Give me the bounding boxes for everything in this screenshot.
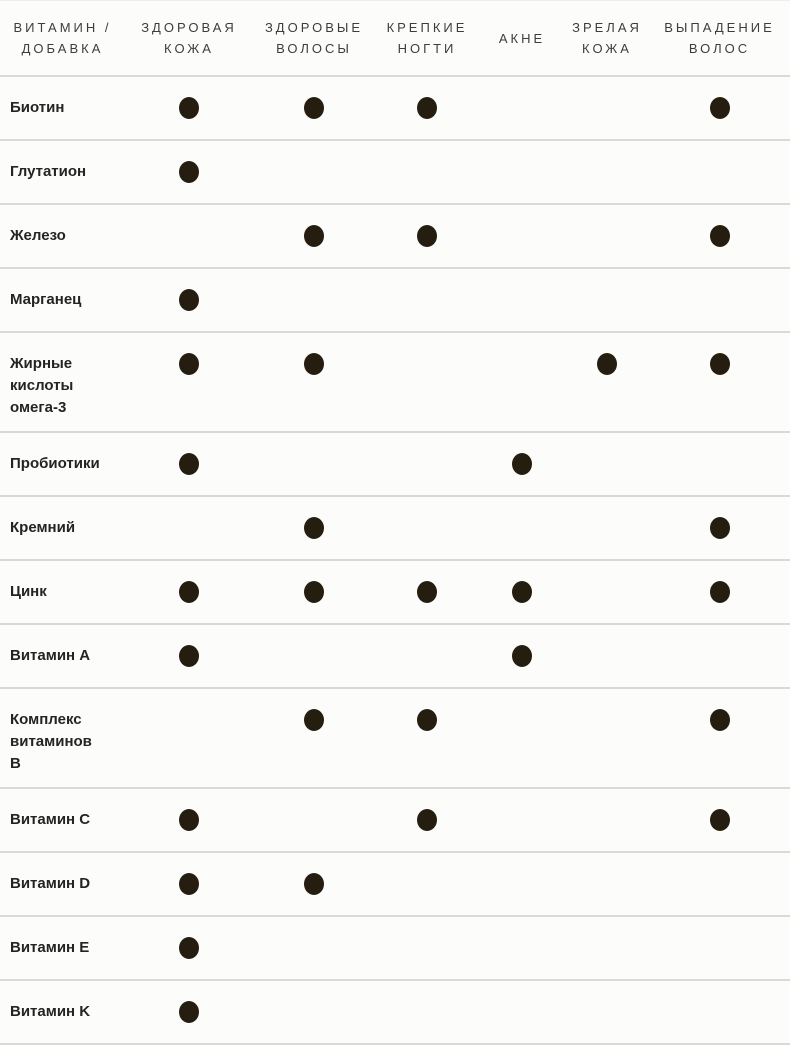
mark-cell-healthy-hair [253, 561, 375, 615]
mark-cell-acne [479, 269, 565, 301]
mark-cell-strong-nails [375, 917, 479, 949]
mark-cell-healthy-skin [125, 269, 253, 323]
mark-cell-strong-nails [375, 433, 479, 465]
mark-cell-acne [479, 561, 565, 615]
mark-cell-healthy-skin [125, 497, 253, 529]
table-row [0, 689, 790, 789]
mark-cell-healthy-hair [253, 689, 375, 743]
mark-cell-healthy-skin [125, 981, 253, 1035]
benefit-dot [710, 225, 730, 247]
benefit-dot [179, 161, 199, 183]
table-row [0, 625, 790, 689]
mark-cell-healthy-hair [253, 269, 375, 301]
benefit-dot [304, 873, 324, 895]
benefit-dot [417, 97, 437, 119]
table-row [0, 853, 790, 917]
mark-cell-strong-nails [375, 689, 479, 743]
row-label: Железо [10, 227, 66, 244]
table-row [0, 789, 790, 853]
mark-cell-hair-loss [649, 333, 790, 387]
mark-cell-strong-nails [375, 561, 479, 615]
mark-cell-healthy-hair [253, 141, 375, 173]
mark-cell-acne [479, 789, 565, 821]
mark-cell-acne [479, 333, 565, 365]
benefit-dot [179, 809, 199, 831]
mark-cell-mature-skin [565, 333, 649, 387]
benefit-dot [179, 453, 199, 475]
mark-cell-healthy-hair [253, 77, 375, 131]
mark-cell-mature-skin [565, 497, 649, 529]
benefit-dot [179, 289, 199, 311]
header-cell-strong-nails: КРЕПКИЕ НОГТИ [386, 20, 468, 56]
header-cell-acne: АКНЕ [498, 30, 546, 46]
benefit-dot [417, 709, 437, 731]
mark-cell-mature-skin [565, 689, 649, 721]
mark-cell-healthy-hair [253, 981, 375, 1013]
mark-cell-acne [479, 981, 565, 1013]
benefit-dot [710, 809, 730, 831]
benefit-dot [597, 353, 617, 375]
mark-cell-healthy-skin [125, 853, 253, 907]
mark-cell-mature-skin [565, 269, 649, 301]
mark-cell-mature-skin [565, 205, 649, 237]
mark-cell-strong-nails [375, 853, 479, 885]
row-label: Кремний [10, 519, 76, 536]
mark-cell-acne [479, 853, 565, 885]
mark-cell-healthy-skin [125, 77, 253, 131]
benefit-dot [417, 225, 437, 247]
benefit-dot [179, 873, 199, 895]
mark-cell-healthy-skin [125, 141, 253, 195]
benefit-dot [304, 225, 324, 247]
mark-cell-hair-loss [649, 853, 790, 885]
mark-cell-healthy-skin [125, 789, 253, 843]
row-label: Витамин C [10, 811, 91, 828]
benefit-dot [512, 453, 532, 475]
table-row [0, 917, 790, 981]
benefit-dot [304, 709, 324, 731]
mark-cell-acne [479, 689, 565, 721]
mark-cell-mature-skin [565, 981, 649, 1013]
mark-cell-strong-nails [375, 269, 479, 301]
mark-cell-strong-nails [375, 981, 479, 1013]
row-label: Пробиотики [10, 455, 100, 472]
table-header [0, 1, 790, 77]
mark-cell-healthy-skin [125, 917, 253, 971]
table-row [0, 205, 790, 269]
benefit-dot [710, 709, 730, 731]
benefit-dot [304, 517, 324, 539]
table-row [0, 561, 790, 625]
mark-cell-strong-nails [375, 141, 479, 173]
mark-cell-healthy-hair [253, 917, 375, 949]
mark-cell-acne [479, 497, 565, 529]
mark-cell-mature-skin [565, 433, 649, 465]
benefit-dot [304, 353, 324, 375]
row-label: Жирные кислоты омега-3 [10, 355, 74, 416]
benefit-dot [710, 517, 730, 539]
table-row [0, 269, 790, 333]
benefit-dot [179, 97, 199, 119]
mark-cell-strong-nails [375, 789, 479, 843]
mark-cell-acne [479, 141, 565, 173]
header-cell-healthy-hair: ЗДОРОВЫЕ ВОЛОСЫ [264, 20, 364, 56]
mark-cell-mature-skin [565, 625, 649, 657]
header-cell-vitamin-supplement: ВИТАМИН / ДОБАВКА [13, 20, 112, 56]
row-label: Биотин [10, 99, 65, 116]
mark-cell-strong-nails [375, 77, 479, 131]
benefit-dot [710, 581, 730, 603]
table-row [0, 333, 790, 433]
mark-cell-healthy-skin [125, 205, 253, 237]
table-row [0, 433, 790, 497]
mark-cell-hair-loss [649, 981, 790, 1013]
mark-cell-hair-loss [649, 625, 790, 657]
mark-cell-hair-loss [649, 689, 790, 743]
mark-cell-healthy-skin [125, 561, 253, 615]
mark-cell-healthy-skin [125, 433, 253, 487]
mark-cell-hair-loss [649, 561, 790, 615]
benefit-dot [179, 645, 199, 667]
table-row [0, 77, 790, 141]
mark-cell-strong-nails [375, 497, 479, 529]
table-row [0, 141, 790, 205]
table-row [0, 497, 790, 561]
benefit-dot [304, 97, 324, 119]
mark-cell-hair-loss [649, 433, 790, 465]
benefit-dot [512, 645, 532, 667]
mark-cell-hair-loss [649, 141, 790, 173]
mark-cell-acne [479, 205, 565, 237]
mark-cell-mature-skin [565, 917, 649, 949]
benefit-dot [179, 581, 199, 603]
benefit-dot [710, 97, 730, 119]
mark-cell-hair-loss [649, 205, 790, 259]
row-label: Глутатион [10, 163, 87, 180]
mark-cell-strong-nails [375, 333, 479, 365]
mark-cell-hair-loss [649, 77, 790, 131]
mark-cell-acne [479, 917, 565, 949]
mark-cell-hair-loss [649, 269, 790, 301]
mark-cell-healthy-hair [253, 433, 375, 465]
mark-cell-acne [479, 433, 565, 487]
row-label: Комплекс витаминов B [10, 711, 92, 772]
header-cell-hair-loss: ВЫПАДЕНИЕ ВОЛОС [664, 20, 775, 56]
table-body [0, 77, 790, 1045]
benefit-dot [512, 581, 532, 603]
mark-cell-hair-loss [649, 789, 790, 843]
mark-cell-healthy-hair [253, 205, 375, 259]
table-row [0, 981, 790, 1045]
mark-cell-acne [479, 625, 565, 679]
mark-cell-mature-skin [565, 853, 649, 885]
mark-cell-strong-nails [375, 205, 479, 259]
mark-cell-healthy-skin [125, 689, 253, 721]
benefit-dot [179, 1001, 199, 1023]
row-label: Марганец [10, 291, 82, 308]
mark-cell-healthy-hair [253, 625, 375, 657]
mark-cell-acne [479, 77, 565, 109]
benefit-dot [710, 353, 730, 375]
mark-cell-healthy-hair [253, 789, 375, 821]
mark-cell-hair-loss [649, 497, 790, 551]
row-label: Витамин K [10, 1003, 91, 1020]
mark-cell-mature-skin [565, 77, 649, 109]
mark-cell-healthy-hair [253, 853, 375, 907]
mark-cell-healthy-skin [125, 333, 253, 387]
mark-cell-mature-skin [565, 789, 649, 821]
mark-cell-healthy-hair [253, 497, 375, 551]
benefit-dot [304, 581, 324, 603]
benefit-dot [179, 353, 199, 375]
row-label: Витамин E [10, 939, 90, 956]
header-cell-mature-skin: ЗРЕЛАЯ КОЖА [572, 20, 642, 56]
row-label: Цинк [10, 583, 47, 600]
benefit-dot [179, 937, 199, 959]
benefit-dot [417, 581, 437, 603]
row-label: Витамин A [10, 647, 91, 664]
mark-cell-mature-skin [565, 561, 649, 593]
mark-cell-mature-skin [565, 141, 649, 173]
mark-cell-strong-nails [375, 625, 479, 657]
mark-cell-healthy-hair [253, 333, 375, 387]
benefit-dot [417, 809, 437, 831]
header-cell-healthy-skin: ЗДОРОВАЯ КОЖА [141, 20, 237, 56]
row-label: Витамин D [10, 875, 91, 892]
mark-cell-healthy-skin [125, 625, 253, 679]
mark-cell-hair-loss [649, 917, 790, 949]
